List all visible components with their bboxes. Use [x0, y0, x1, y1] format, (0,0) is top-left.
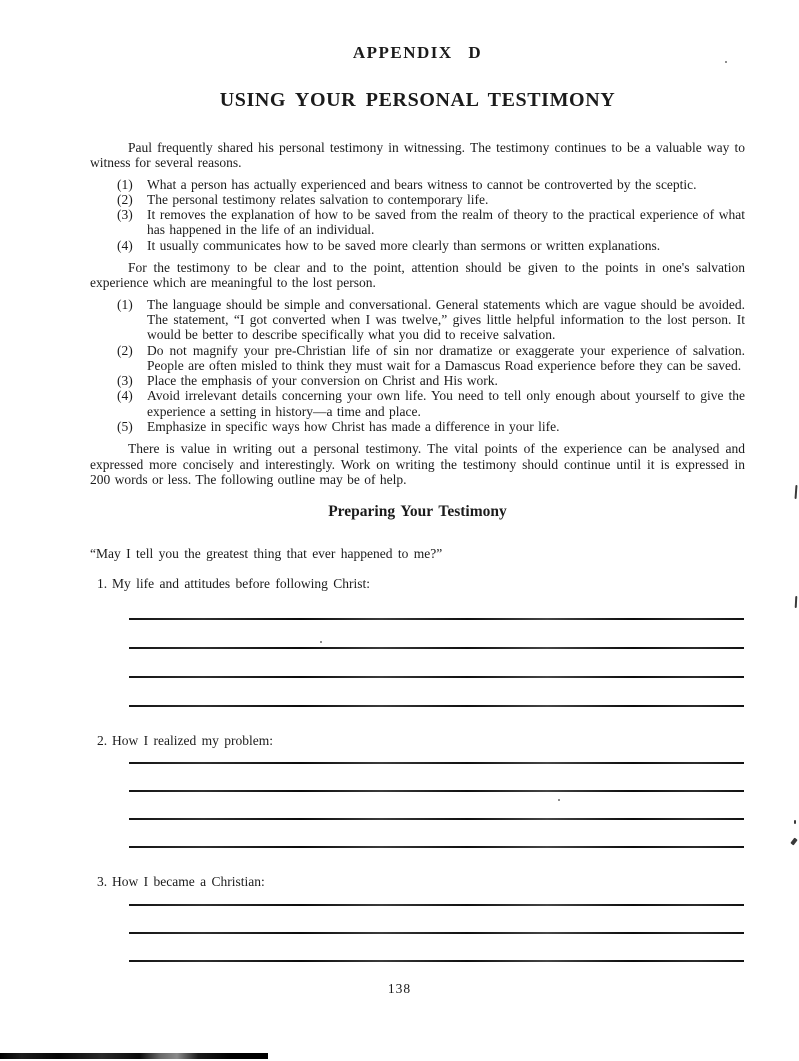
- item-number: 1.: [97, 576, 108, 591]
- writing-line: [129, 618, 744, 620]
- focus-paragraph: For the testimony to be clear and to the point, attention should be given to the points in one's salvation experience which are meaningful to the lost person.: [90, 260, 745, 291]
- scan-artifact-bar: [0, 1053, 268, 1059]
- list-item: [90, 419, 745, 434]
- list-item-text: Avoid irrelevant details concerning your own life. You need to tell only enough about yourself to give the experience a setting in history—a time and place.: [147, 388, 745, 419]
- list-item-text: It removes the explanation of how to be saved from the realm of theory to the practical experience of what has happened in the life of an individual.: [147, 207, 745, 238]
- appendix-heading: APPENDIX D: [352, 43, 483, 62]
- list-item-text: The personal testimony relates salvation to contemporary life.: [147, 191, 489, 207]
- item-label: How I realized my problem:: [112, 733, 273, 748]
- list-item-text: Emphasize in specific ways how Christ has made a difference in your life.: [147, 419, 560, 435]
- list-marker: (2): [117, 191, 133, 207]
- list-item: [90, 238, 745, 253]
- item-label: How I became a Christian:: [112, 874, 265, 889]
- reasons-list: [90, 177, 745, 253]
- item-number: 3.: [97, 874, 108, 889]
- scan-artifact: [725, 61, 727, 63]
- scan-artifact: [320, 641, 322, 643]
- list-marker: (2): [117, 342, 133, 358]
- item-number: 2.: [97, 733, 108, 748]
- list-item-text: Place the emphasis of your conversion on Christ and His work.: [147, 373, 498, 389]
- writing-line: [129, 904, 744, 906]
- outline-item-3: [90, 874, 745, 889]
- writing-line: [129, 705, 744, 707]
- list-item: [90, 388, 745, 419]
- guidelines-list: [90, 297, 745, 435]
- outline-heading: Preparing Your Testimony: [328, 503, 507, 520]
- list-item: [90, 343, 745, 374]
- writing-paragraph: There is value in writing out a personal testimony. The vital points of the experience can be analysed and expressed more concisely and interestingly. Work on writing the testimony should continue until it is expressed in 200 words or less. The following outline may be of help.: [90, 441, 745, 487]
- outline-item-2: [90, 733, 745, 748]
- list-marker: (4): [117, 388, 133, 404]
- scan-artifact: [795, 485, 798, 499]
- list-marker: (4): [117, 237, 133, 253]
- writing-line: [129, 676, 744, 678]
- list-item-text: The language should be simple and conversational. General statements which are vague should be avoided. The statement, “I got converted when I was twelve,” gives little helpful information to the lost person. It would be better to describe specifically what you did to receive salvation.: [147, 296, 745, 343]
- writing-line: [129, 818, 744, 820]
- writing-lines-group-2: [90, 762, 745, 848]
- list-marker: (3): [117, 207, 133, 223]
- page-number: 138: [387, 981, 412, 996]
- writing-line: [129, 762, 744, 764]
- list-item: [90, 192, 745, 207]
- list-item-text: Do not magnify your pre-Christian life of sin nor dramatize or exaggerate your experience of salvation. People are often misled to think they must wait for a Damascus Road experience before they can be saved.: [147, 342, 745, 373]
- list-item-text: It usually communicates how to be saved more clearly than sermons or written explanations.: [147, 237, 661, 253]
- writing-line: [129, 932, 744, 934]
- text-column: [90, 0, 745, 487]
- scan-artifact: [790, 838, 797, 846]
- outline-item-1: [90, 576, 745, 591]
- list-item-text: What a person has actually experienced and bears witness to cannot be controverted by the sceptic.: [147, 176, 697, 192]
- writing-line: [129, 647, 744, 649]
- intro-paragraph: Paul frequently shared his personal testimony in witnessing. The testimony continues to be a valuable way to witness for several reasons.: [90, 140, 745, 171]
- testimony-outline: [90, 500, 745, 962]
- list-item: [90, 207, 745, 238]
- list-marker: (1): [117, 176, 133, 192]
- scan-artifact: [795, 596, 798, 608]
- writing-line: [129, 960, 744, 962]
- list-item: [90, 177, 745, 192]
- list-item: [90, 373, 745, 388]
- writing-lines-group-3: [90, 904, 745, 962]
- opening-line: “May I tell you the greatest thing that ever happened to me?”: [90, 546, 443, 561]
- document-title: USING YOUR PERSONAL TESTIMONY: [219, 89, 616, 111]
- scan-artifact: [558, 799, 560, 801]
- writing-line: [129, 846, 744, 848]
- list-marker: (5): [117, 419, 133, 435]
- scan-artifact: [794, 820, 796, 824]
- list-item: [90, 297, 745, 343]
- list-marker: (1): [117, 296, 133, 312]
- writing-lines-group-1: [90, 618, 745, 707]
- item-label: My life and attitudes before following Christ:: [112, 576, 370, 591]
- list-marker: (3): [117, 373, 133, 389]
- writing-line: [129, 790, 744, 792]
